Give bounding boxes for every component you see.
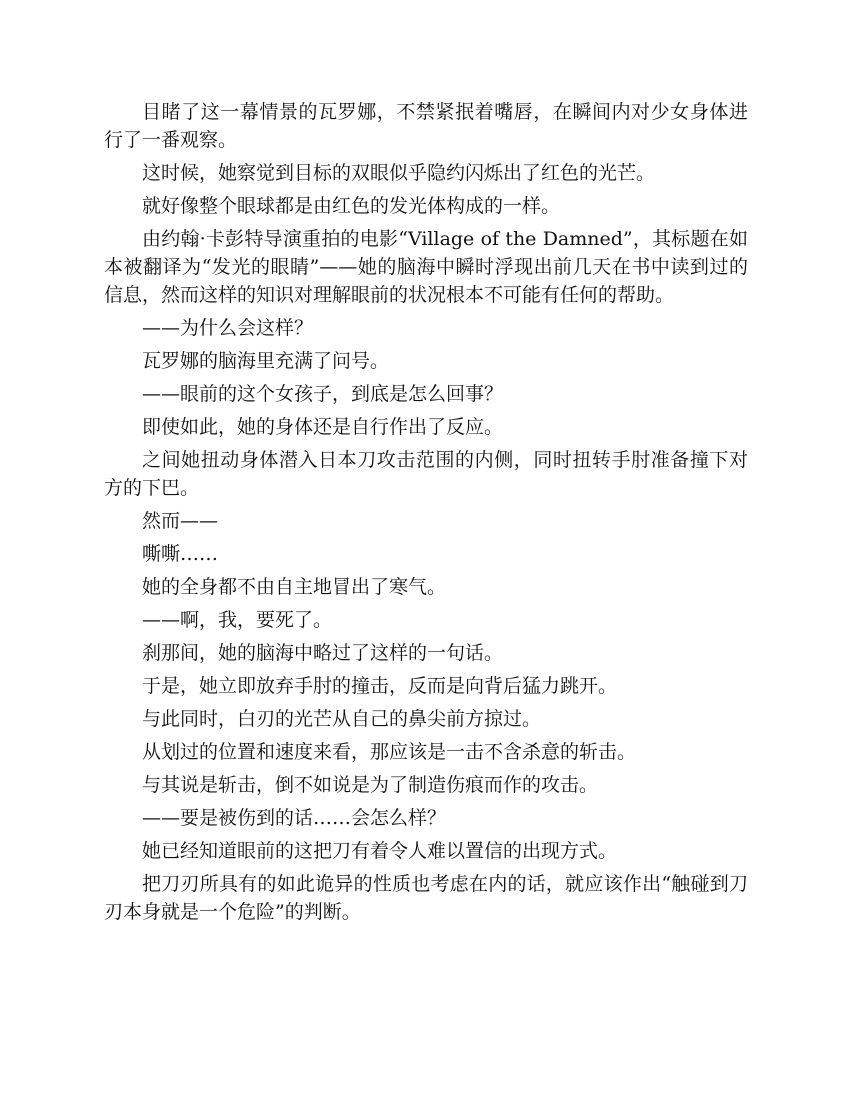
paragraph: ——为什么会这样？ [142, 317, 314, 339]
paragraph: 她的全身都不由自主地冒出了寒气。 [142, 576, 447, 598]
paragraph: ——啊，我，要死了。 [142, 609, 333, 631]
paragraph: 于是，她立即放弃手肘的撞击，反而是向背后猛力跳开。 [142, 675, 618, 697]
paragraph: 就好像整个眼球都是由红色的发光体构成的一样。 [142, 195, 561, 217]
document-page [104, 98, 748, 931]
paragraph: 即使如此，她的身体还是自行作出了反应。 [142, 416, 504, 438]
paragraph: 目睹了这一幕情景的瓦罗娜，不禁紧抿着嘴唇，在瞬间内对少女身体进行了一番观察。 [104, 101, 748, 151]
paragraph: 与此同时，白刃的光芒从自己的鼻尖前方掠过。 [142, 708, 542, 730]
paragraph: 把刀刃所具有的如此诡异的性质也考虑在内的话，就应该作出“触碰到刀刃本身就是一个危险”的判断。 [104, 873, 748, 923]
paragraph: 然而—— [142, 510, 219, 532]
paragraph: 嘶嘶…… [142, 543, 219, 565]
paragraph: 与其说是斩击，倒不如说是为了制造伤痕而作的攻击。 [142, 774, 599, 796]
paragraph: 之间她扭动身体潜入日本刀攻击范围的内侧，同时扭转手肘准备撞下对方的下巴。 [104, 449, 748, 499]
paragraph: 这时候，她察觉到目标的双眼似乎隐约闪烁出了红色的光芒。 [142, 162, 656, 184]
paragraph: 由约翰·卡彭特导演重拍的电影“Village of the Damned”，其标题在如本被翻译为“发光的眼睛”——她的脑海中瞬时浮现出前几天在书中读到过的信息，然而这样的知识对理解眼前的状况根本不可能有任何的帮助。 [104, 228, 748, 306]
paragraph: 刹那间，她的脑海中略过了这样的一句话。 [142, 642, 504, 664]
paragraph: ——要是被伤到的话……会怎么样？ [142, 807, 447, 829]
paragraph: ——眼前的这个女孩子，到底是怎么回事？ [142, 383, 504, 405]
paragraph: 瓦罗娜的脑海里充满了问号。 [142, 350, 390, 372]
paragraph: 她已经知道眼前的这把刀有着令人难以置信的出现方式。 [142, 840, 618, 862]
paragraph: 从划过的位置和速度来看，那应该是一击不含杀意的斩击。 [142, 741, 637, 763]
